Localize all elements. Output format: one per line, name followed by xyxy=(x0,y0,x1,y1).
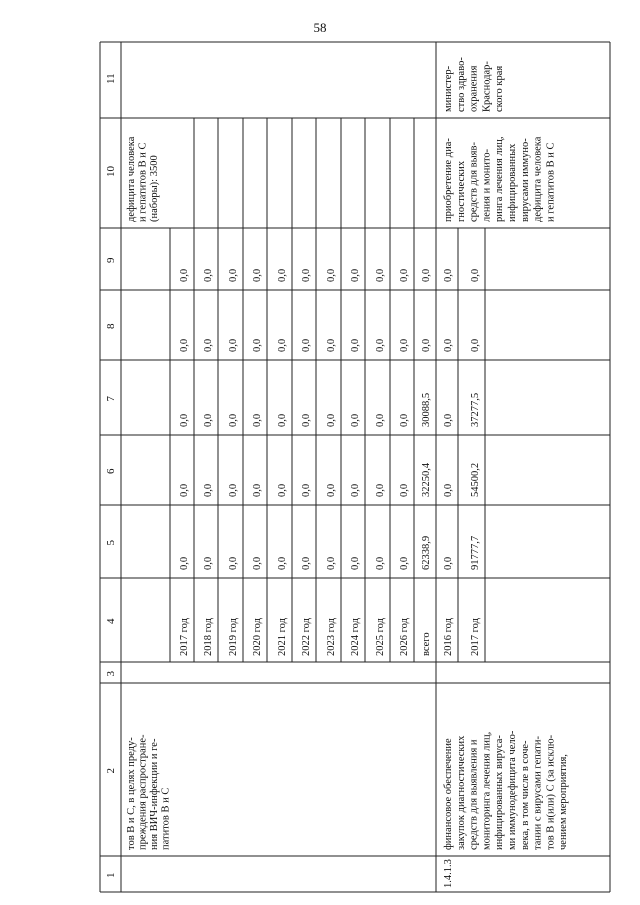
value-cell: 0,0 xyxy=(228,268,239,282)
value-cell: 0,0 xyxy=(350,483,361,497)
prev-description-line: патитов В и С xyxy=(160,787,172,850)
value-cell: 0,0 xyxy=(301,556,312,570)
year-cell: 2025 год xyxy=(375,618,386,656)
value-cell: 0,0 xyxy=(375,556,386,570)
year-cell: 2019 год xyxy=(228,618,239,656)
prev-description-line: ния ВИЧ-инфекции и ге- xyxy=(149,738,160,850)
column-header-5: 5 xyxy=(105,540,117,546)
item-executor-line: Краснодар- xyxy=(481,61,493,112)
year-cell: всего xyxy=(421,632,432,656)
value-cell: 0,0 xyxy=(228,413,239,427)
value-cell: 0,0 xyxy=(203,556,214,570)
value-cell: 0,0 xyxy=(443,556,454,570)
value-cell: 0,0 xyxy=(399,413,410,427)
value-cell: 0,0 xyxy=(179,556,190,570)
value-cell: 0,0 xyxy=(375,268,386,282)
value-cell: 0,0 xyxy=(399,268,410,282)
column-header-1: 1 xyxy=(105,872,117,878)
value-cell: 0,0 xyxy=(326,556,337,570)
prev-note-line: и гепатитов В и С xyxy=(137,142,149,222)
item-executor-line: ского края xyxy=(494,65,506,112)
value-cell: 0,0 xyxy=(375,338,386,352)
item-description-line: ми иммунодефицита чело- xyxy=(507,730,518,850)
column-header-2: 2 xyxy=(105,768,117,774)
item-result-line: ринга лечения лиц, xyxy=(494,136,506,222)
item-executor-line: министер- xyxy=(443,65,454,112)
column-header-10: 10 xyxy=(105,166,117,177)
value-cell: 0,0 xyxy=(443,483,454,497)
item-result-line: приобретение диа- xyxy=(443,138,454,222)
value-cell: 0,0 xyxy=(277,413,288,427)
value-cell: 0,0 xyxy=(326,413,337,427)
value-cell: 0,0 xyxy=(326,483,337,497)
column-header-4: 4 xyxy=(105,618,117,624)
value-cell: 37277,5 xyxy=(470,392,481,427)
value-cell: 0,0 xyxy=(228,483,239,497)
value-cell: 0,0 xyxy=(421,338,432,352)
item-result-line: и гепатитов В и С xyxy=(545,142,557,222)
value-cell: 0,0 xyxy=(277,338,288,352)
value-cell: 0,0 xyxy=(470,268,481,282)
year-cell: 2016 год xyxy=(443,618,454,656)
year-cell: 2020 год xyxy=(252,618,263,656)
value-cell: 0,0 xyxy=(203,413,214,427)
value-cell: 0,0 xyxy=(326,268,337,282)
value-cell: 0,0 xyxy=(399,483,410,497)
item-result-line: дефицита человека xyxy=(532,136,544,222)
year-cell: 2017 год xyxy=(470,618,481,656)
item-executor-line: ство здраво- xyxy=(455,57,467,112)
value-cell: 0,0 xyxy=(203,338,214,352)
item-description-line: тании с вирусами гепати- xyxy=(532,736,544,850)
item-description-line: чением мероприятия, xyxy=(558,754,570,850)
value-cell: 91777,7 xyxy=(470,535,481,570)
value-cell: 0,0 xyxy=(399,338,410,352)
value-cell: 0,0 xyxy=(179,413,190,427)
item-result-line: ления и монито- xyxy=(481,148,493,222)
value-cell: 0,0 xyxy=(443,413,454,427)
year-cell: 2024 год xyxy=(350,618,361,656)
value-cell: 0,0 xyxy=(326,338,337,352)
value-cell: 0,0 xyxy=(399,556,410,570)
value-cell: 0,0 xyxy=(375,483,386,497)
column-header-9: 9 xyxy=(105,257,117,263)
value-cell: 0,0 xyxy=(443,268,454,282)
value-cell: 0,0 xyxy=(179,268,190,282)
prev-description-line: тов В и С, в целях преду- xyxy=(126,737,137,850)
value-cell: 0,0 xyxy=(277,483,288,497)
value-cell: 0,0 xyxy=(350,338,361,352)
item-description-line: финансовое обеспечение xyxy=(443,738,454,850)
prev-note-line: (наборы): 3500 xyxy=(149,155,160,222)
year-cell: 2021 год xyxy=(277,618,288,656)
item-description-line: средств для выявления и xyxy=(468,739,480,850)
value-cell: 0,0 xyxy=(277,556,288,570)
value-cell: 0,0 xyxy=(350,268,361,282)
value-cell: 0,0 xyxy=(277,268,288,282)
item-result-line: инфицированных xyxy=(507,143,518,222)
value-cell: 0,0 xyxy=(228,338,239,352)
value-cell: 62338,9 xyxy=(421,535,432,570)
value-cell: 0,0 xyxy=(375,413,386,427)
value-cell: 0,0 xyxy=(350,556,361,570)
column-header-3: 3 xyxy=(105,671,117,677)
item-result-line: средств для выяв- xyxy=(468,142,480,222)
item-description-line: закупок диагностических xyxy=(455,735,467,850)
value-cell: 0,0 xyxy=(301,338,312,352)
value-cell: 0,0 xyxy=(252,338,263,352)
year-cell: 2023 год xyxy=(326,618,337,656)
item-executor-line: охранения xyxy=(468,65,480,112)
value-cell: 0,0 xyxy=(179,338,190,352)
prev-description-line: преждения распростране- xyxy=(137,734,149,850)
column-header-11: 11 xyxy=(105,73,117,84)
value-cell: 0,0 xyxy=(252,413,263,427)
value-cell: 0,0 xyxy=(252,556,263,570)
year-cell: 2017 год xyxy=(179,618,190,656)
item-description-line: века, в том числе в соче- xyxy=(519,740,531,850)
item-description-line: мониторинга лечения лиц, xyxy=(481,731,493,850)
item-description-line: тов В и(или) С (за исклю- xyxy=(545,734,557,850)
item-result-line: гностических xyxy=(455,160,467,222)
prev-note-line: дефицита человека xyxy=(126,136,137,222)
value-cell: 0,0 xyxy=(350,413,361,427)
column-header-7: 7 xyxy=(105,396,117,402)
value-cell: 0,0 xyxy=(470,338,481,352)
value-cell: 0,0 xyxy=(203,268,214,282)
column-header-6: 6 xyxy=(105,468,117,474)
value-cell: 0,0 xyxy=(301,483,312,497)
column-header-8: 8 xyxy=(105,323,117,329)
value-cell: 0,0 xyxy=(443,338,454,352)
value-cell: 0,0 xyxy=(421,268,432,282)
value-cell: 0,0 xyxy=(203,483,214,497)
value-cell: 0,0 xyxy=(179,483,190,497)
item-number: 1.4.1.3 xyxy=(443,859,454,888)
value-cell: 32250,4 xyxy=(421,462,432,497)
item-description-line: инфицированных вируса- xyxy=(494,735,506,850)
value-cell: 0,0 xyxy=(252,268,263,282)
item-result-line: вирусами иммуно- xyxy=(519,138,531,222)
page-number: 58 xyxy=(313,20,327,35)
value-cell: 30088,5 xyxy=(421,392,432,427)
value-cell: 0,0 xyxy=(301,413,312,427)
value-cell: 0,0 xyxy=(301,268,312,282)
value-cell: 54500,2 xyxy=(470,462,481,497)
value-cell: 0,0 xyxy=(228,556,239,570)
year-cell: 2026 год xyxy=(399,618,410,656)
value-cell: 0,0 xyxy=(252,483,263,497)
year-cell: 2022 год xyxy=(301,618,312,656)
year-cell: 2018 год xyxy=(203,618,214,656)
